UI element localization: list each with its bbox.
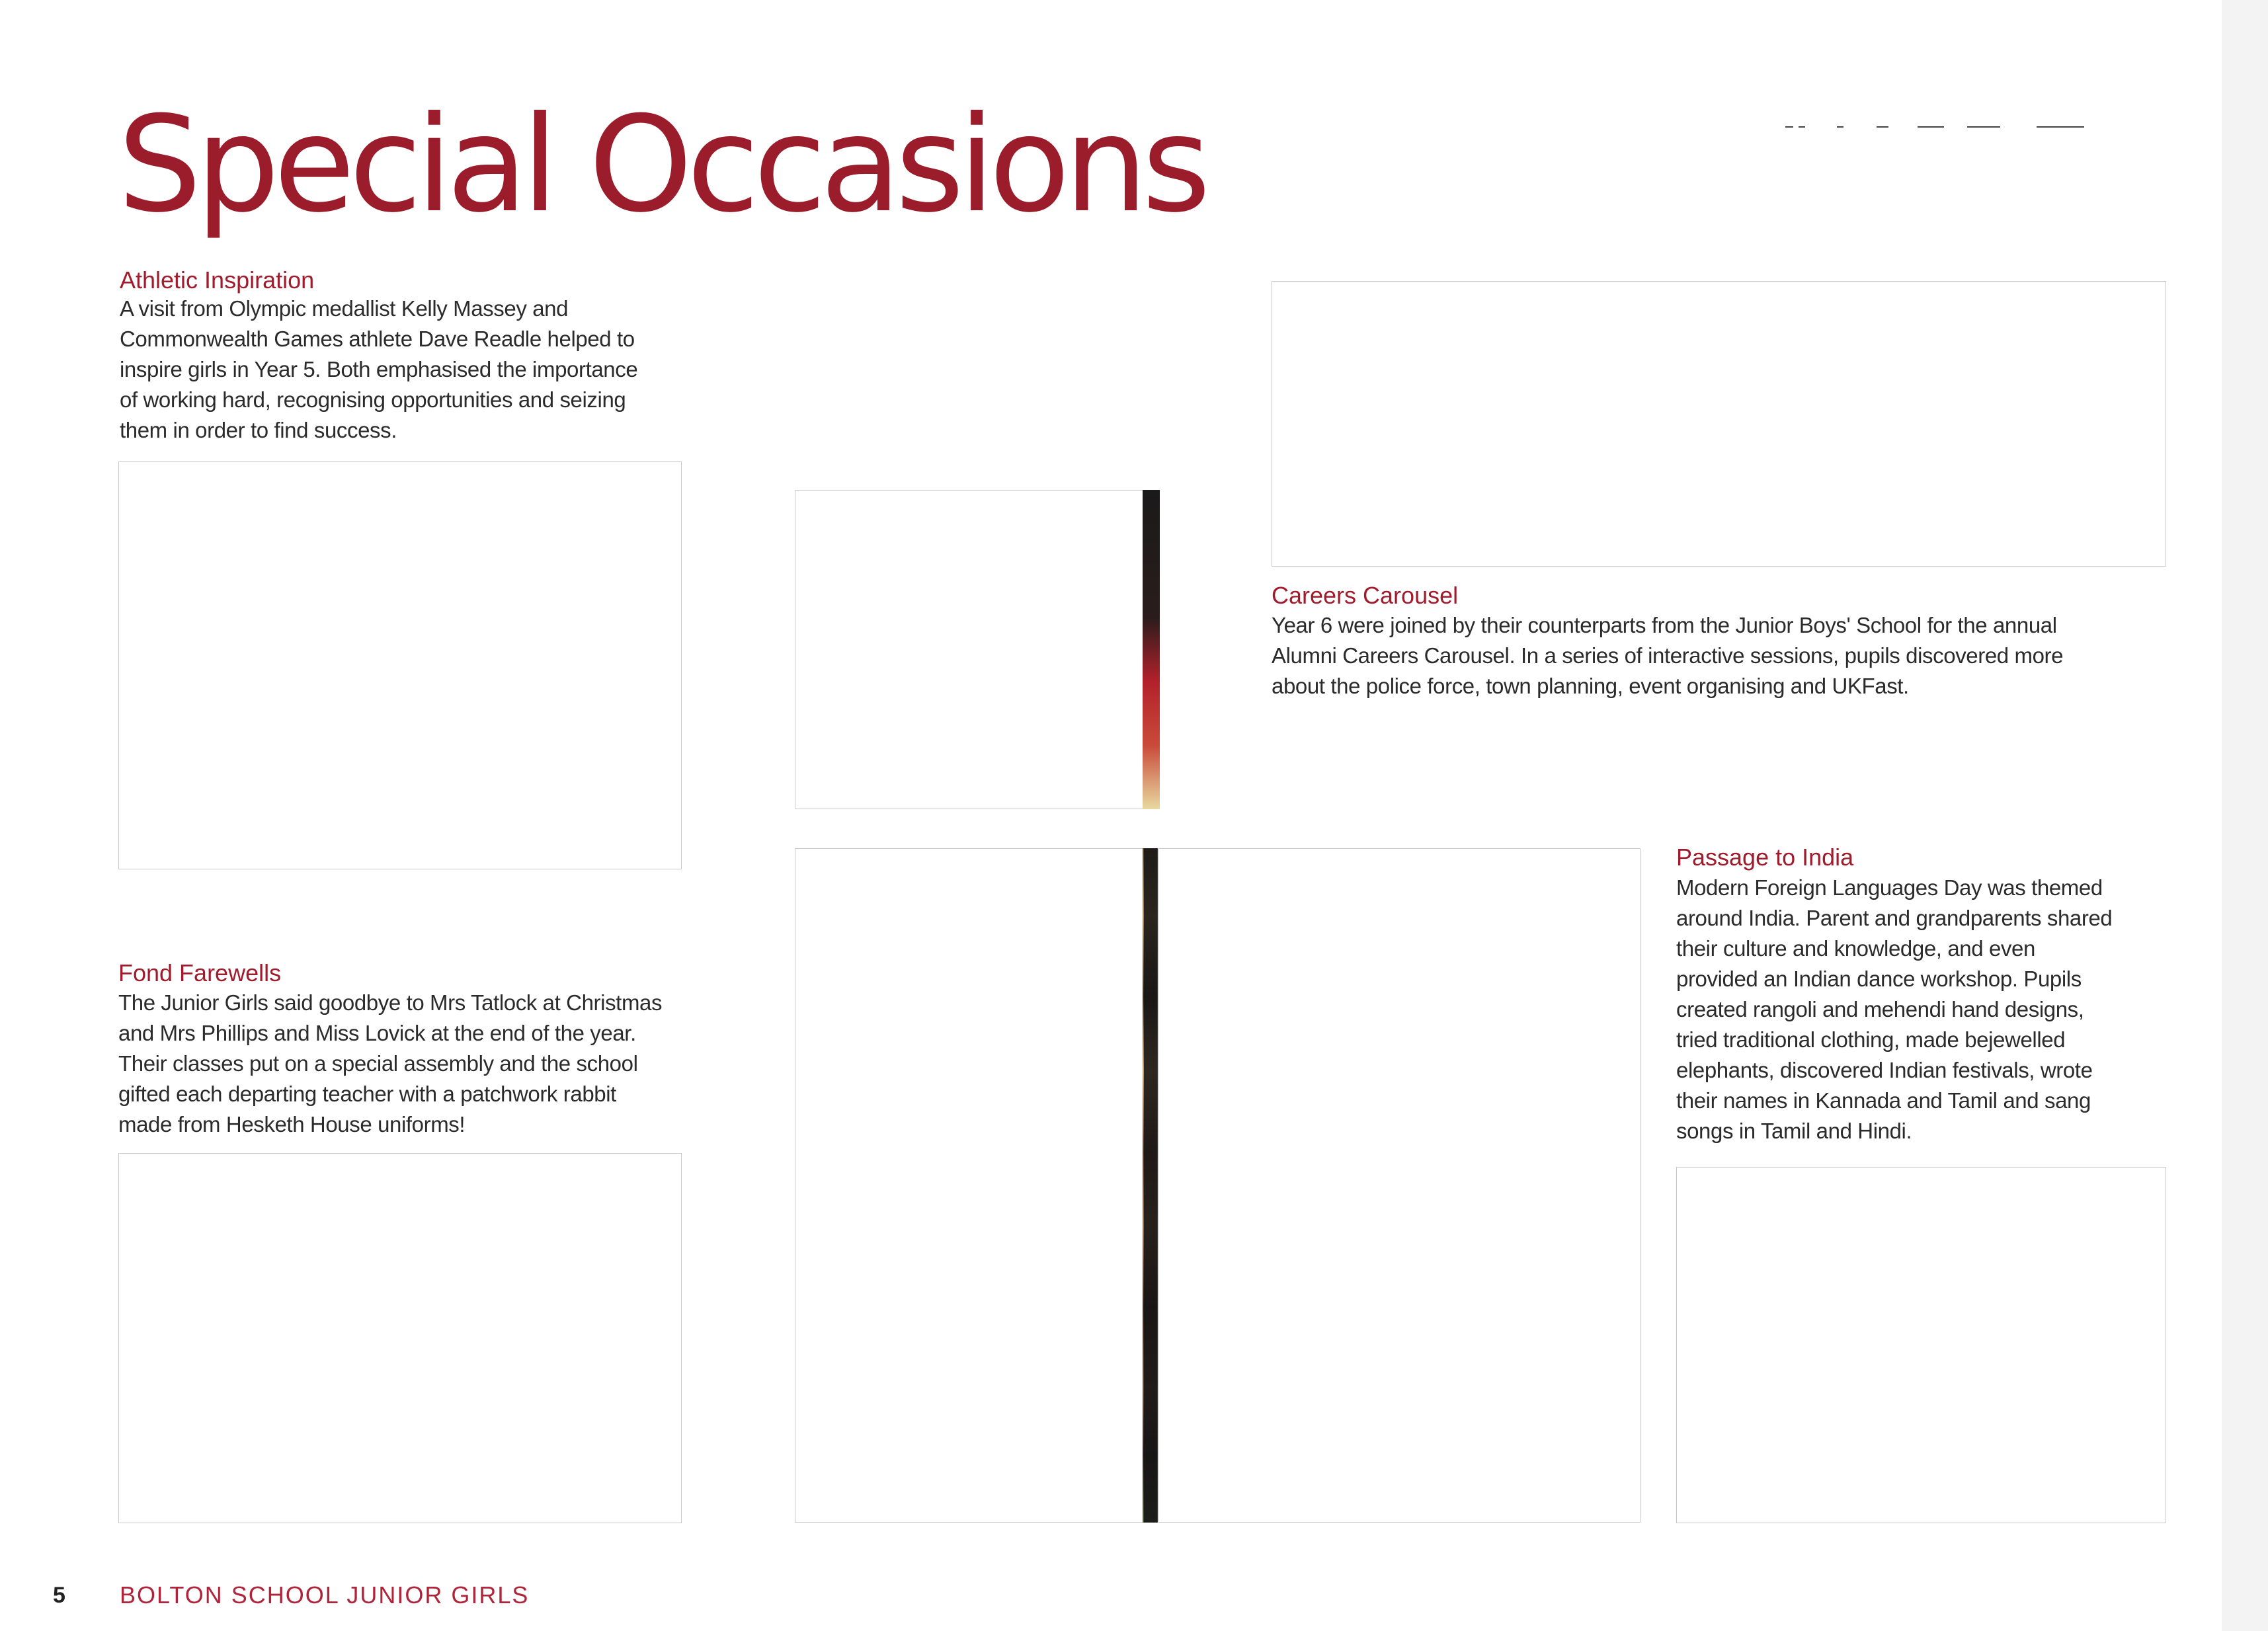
athletic-heading: Athletic Inspiration bbox=[120, 266, 315, 294]
india-line: created rangoli and mehendi hand designs, bbox=[1676, 997, 2084, 1021]
careers-body bbox=[1272, 610, 2063, 701]
athletic-photo bbox=[118, 461, 682, 869]
decorative-rule bbox=[1837, 126, 1843, 128]
farewells-line: gifted each departing teacher with a patchwork rabbit bbox=[118, 1082, 616, 1106]
india-line: around India. Parent and grandparents shared bbox=[1676, 906, 2113, 930]
athletic-line: inspire girls in Year 5. Both emphasised the importance bbox=[120, 357, 638, 381]
india-photo bbox=[1676, 1167, 2166, 1523]
careers-photo bbox=[1272, 281, 2166, 567]
page-number: 5 bbox=[53, 1583, 65, 1608]
india-line: provided an Indian dance workshop. Pupils bbox=[1676, 967, 2082, 991]
india-line: their names in Kannada and Tamil and sang bbox=[1676, 1088, 2091, 1113]
centre-tall-photo-right bbox=[1158, 848, 1640, 1523]
farewells-line: and Mrs Phillips and Miss Lovick at the end of the year. bbox=[118, 1021, 636, 1045]
decorative-rule bbox=[1877, 126, 1888, 128]
centre-top-photo bbox=[795, 490, 1144, 809]
india-line: Modern Foreign Languages Day was themed bbox=[1676, 875, 2103, 900]
farewells-line: made from Hesketh House uniforms! bbox=[118, 1112, 466, 1136]
athletic-body bbox=[120, 294, 637, 446]
athletic-line: A visit from Olympic medallist Kelly Massey and bbox=[120, 296, 569, 321]
athletic-line: of working hard, recognising opportunities and seizing bbox=[120, 387, 626, 412]
centre-tall-photo-divider bbox=[1144, 848, 1158, 1523]
farewells-body bbox=[118, 988, 662, 1140]
careers-line: Alumni Careers Carousel. In a series of interactive sessions, pupils discovered more bbox=[1272, 643, 2064, 668]
athletic-line: Commonwealth Games athlete Dave Readle helped to bbox=[120, 327, 635, 351]
careers-line: Year 6 were joined by their counterparts from the Junior Boys' School for the annual bbox=[1272, 613, 2057, 637]
decorative-rule bbox=[1785, 126, 1793, 128]
decorative-rule bbox=[1967, 126, 2000, 128]
farewells-photo bbox=[118, 1153, 682, 1523]
page-title: Special Occasions bbox=[118, 88, 1205, 242]
page-edge bbox=[2222, 0, 2268, 1631]
footer-school-name: BOLTON SCHOOL JUNIOR GIRLS bbox=[120, 1581, 530, 1609]
centre-tall-photo-left bbox=[795, 848, 1144, 1523]
india-heading: Passage to India bbox=[1676, 844, 1854, 871]
india-line: their culture and knowledge, and even bbox=[1676, 936, 2035, 961]
decorative-rule bbox=[1799, 126, 1805, 128]
india-line: tried traditional clothing, made bejewelled bbox=[1676, 1027, 2066, 1052]
farewells-heading: Fond Farewells bbox=[118, 959, 282, 986]
decorative-rule bbox=[2037, 126, 2084, 128]
careers-line: about the police force, town planning, event organising and UKFast. bbox=[1272, 674, 1909, 698]
farewells-line: Their classes put on a special assembly and the school bbox=[118, 1051, 638, 1076]
athletic-line: them in order to find success. bbox=[120, 418, 397, 442]
india-line: elephants, discovered Indian festivals, wrote bbox=[1676, 1058, 2093, 1082]
india-body bbox=[1676, 873, 2112, 1146]
farewells-line: The Junior Girls said goodbye to Mrs Tatlock at Christmas bbox=[118, 990, 663, 1015]
india-line: songs in Tamil and Hindi. bbox=[1676, 1119, 1912, 1143]
decorative-rule bbox=[1918, 126, 1944, 128]
careers-heading: Careers Carousel bbox=[1272, 582, 1459, 609]
centre-top-photo-edge bbox=[1143, 490, 1160, 809]
